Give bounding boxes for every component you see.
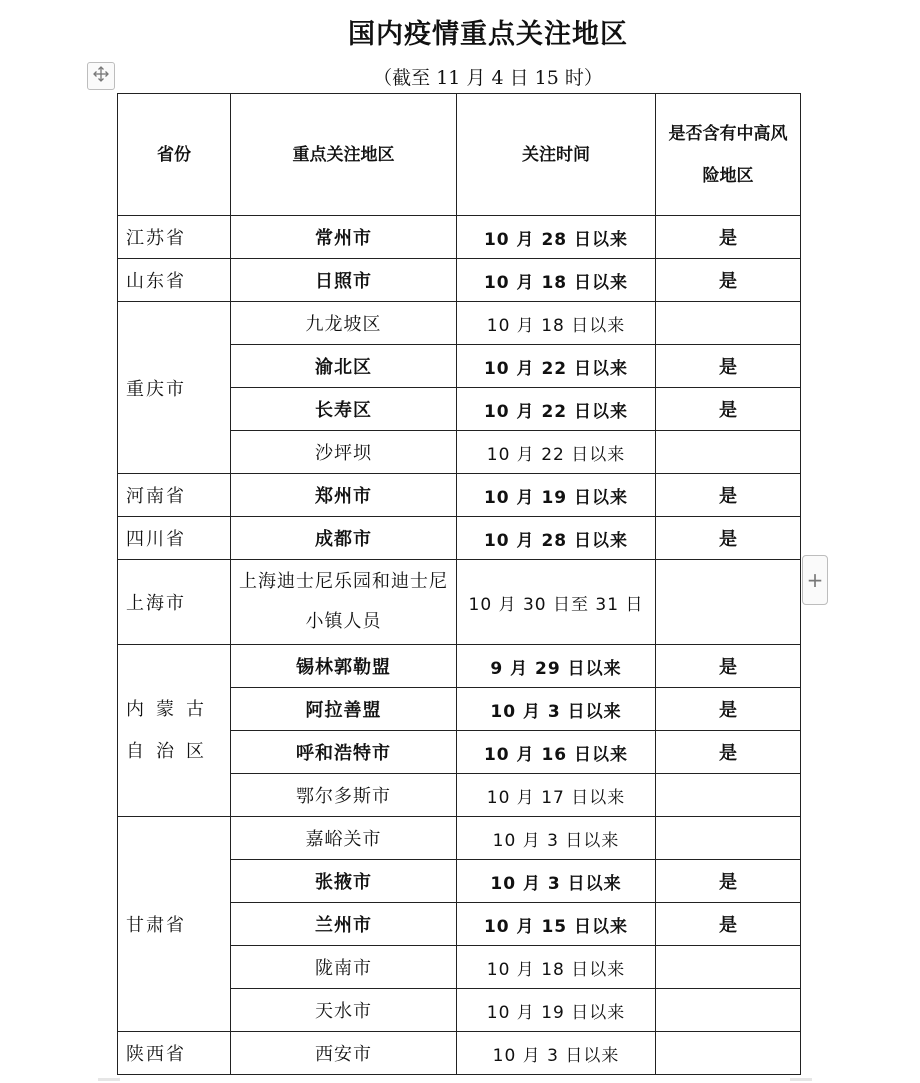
cell-area: 天水市	[231, 989, 457, 1032]
table-row	[118, 259, 801, 302]
cell-area: 兰州市	[231, 903, 457, 946]
cell-risk: 是	[656, 345, 801, 388]
cell-area: 嘉峪关市	[231, 817, 457, 860]
cell-province: 上海市	[118, 560, 231, 645]
cell-area: 上海迪士尼乐园和迪士尼小镇人员	[231, 560, 457, 645]
cell-province: 山东省	[118, 259, 231, 302]
header-area: 重点关注地区	[231, 94, 457, 216]
table-row	[118, 474, 801, 517]
cell-risk	[656, 946, 801, 989]
table-move-handle[interactable]	[87, 62, 115, 90]
cell-risk: 是	[656, 688, 801, 731]
cell-risk: 是	[656, 474, 801, 517]
cell-time: 10 月 30 日至 31 日	[457, 560, 656, 645]
page-corner-mark	[790, 1078, 812, 1081]
cell-area: 锡林郭勒盟	[231, 645, 457, 688]
header-time: 关注时间	[457, 94, 656, 216]
cell-time: 10 月 19 日以来	[457, 989, 656, 1032]
cell-risk: 是	[656, 903, 801, 946]
cell-area: 日照市	[231, 259, 457, 302]
cell-risk	[656, 1032, 801, 1075]
cell-time: 10 月 17 日以来	[457, 774, 656, 817]
cell-time: 10 月 3 日以来	[457, 860, 656, 903]
add-column-button[interactable]	[802, 555, 828, 605]
cell-area: 呼和浩特市	[231, 731, 457, 774]
cell-area: 沙坪坝	[231, 431, 457, 474]
cell-risk	[656, 302, 801, 345]
table-row	[118, 517, 801, 560]
document-subtitle: （截至 11 月 4 日 15 时）	[373, 67, 603, 89]
header-province: 省份	[118, 94, 231, 216]
cell-time: 10 月 15 日以来	[457, 903, 656, 946]
cell-time: 10 月 22 日以来	[457, 388, 656, 431]
cell-province: 内蒙古自治区	[118, 645, 231, 817]
cell-area: 阿拉善盟	[231, 688, 457, 731]
table-row	[118, 645, 801, 688]
cell-province: 江苏省	[118, 216, 231, 259]
cell-area: 陇南市	[231, 946, 457, 989]
cell-risk: 是	[656, 645, 801, 688]
focus-areas-table	[117, 93, 801, 1075]
table-row	[118, 817, 801, 860]
document-title: 国内疫情重点关注地区	[348, 19, 628, 50]
move-arrows-icon	[92, 65, 110, 87]
cell-time: 10 月 18 日以来	[457, 259, 656, 302]
cell-area: 长寿区	[231, 388, 457, 431]
cell-time: 10 月 22 日以来	[457, 431, 656, 474]
table-header-row	[118, 94, 801, 216]
plus-icon: +	[806, 568, 824, 592]
table-row	[118, 216, 801, 259]
cell-area: 鄂尔多斯市	[231, 774, 457, 817]
cell-risk	[656, 989, 801, 1032]
cell-risk: 是	[656, 517, 801, 560]
table-row	[118, 302, 801, 345]
page-corner-mark	[98, 1078, 120, 1081]
cell-risk	[656, 431, 801, 474]
cell-time: 10 月 3 日以来	[457, 1032, 656, 1075]
cell-risk	[656, 774, 801, 817]
cell-area: 成都市	[231, 517, 457, 560]
cell-time: 10 月 19 日以来	[457, 474, 656, 517]
cell-risk	[656, 817, 801, 860]
cell-area: 常州市	[231, 216, 457, 259]
cell-province: 四川省	[118, 517, 231, 560]
cell-risk: 是	[656, 259, 801, 302]
cell-time: 10 月 22 日以来	[457, 345, 656, 388]
cell-time: 10 月 28 日以来	[457, 216, 656, 259]
cell-risk	[656, 560, 801, 645]
cell-province: 重庆市	[118, 302, 231, 474]
cell-time: 10 月 3 日以来	[457, 817, 656, 860]
cell-province: 陕西省	[118, 1032, 231, 1075]
cell-area: 西安市	[231, 1032, 457, 1075]
cell-province: 河南省	[118, 474, 231, 517]
table-row	[118, 560, 801, 645]
cell-area: 九龙坡区	[231, 302, 457, 345]
cell-time: 10 月 3 日以来	[457, 688, 656, 731]
cell-risk: 是	[656, 860, 801, 903]
cell-time: 10 月 28 日以来	[457, 517, 656, 560]
cell-province: 甘肃省	[118, 817, 231, 1032]
cell-area: 郑州市	[231, 474, 457, 517]
cell-risk: 是	[656, 388, 801, 431]
header-risk: 是否含有中高风险地区	[656, 94, 801, 216]
cell-area: 张掖市	[231, 860, 457, 903]
cell-risk: 是	[656, 731, 801, 774]
table-row	[118, 1032, 801, 1075]
cell-time: 10 月 18 日以来	[457, 946, 656, 989]
cell-time: 10 月 16 日以来	[457, 731, 656, 774]
cell-area: 渝北区	[231, 345, 457, 388]
cell-risk: 是	[656, 216, 801, 259]
cell-time: 10 月 18 日以来	[457, 302, 656, 345]
cell-time: 9 月 29 日以来	[457, 645, 656, 688]
